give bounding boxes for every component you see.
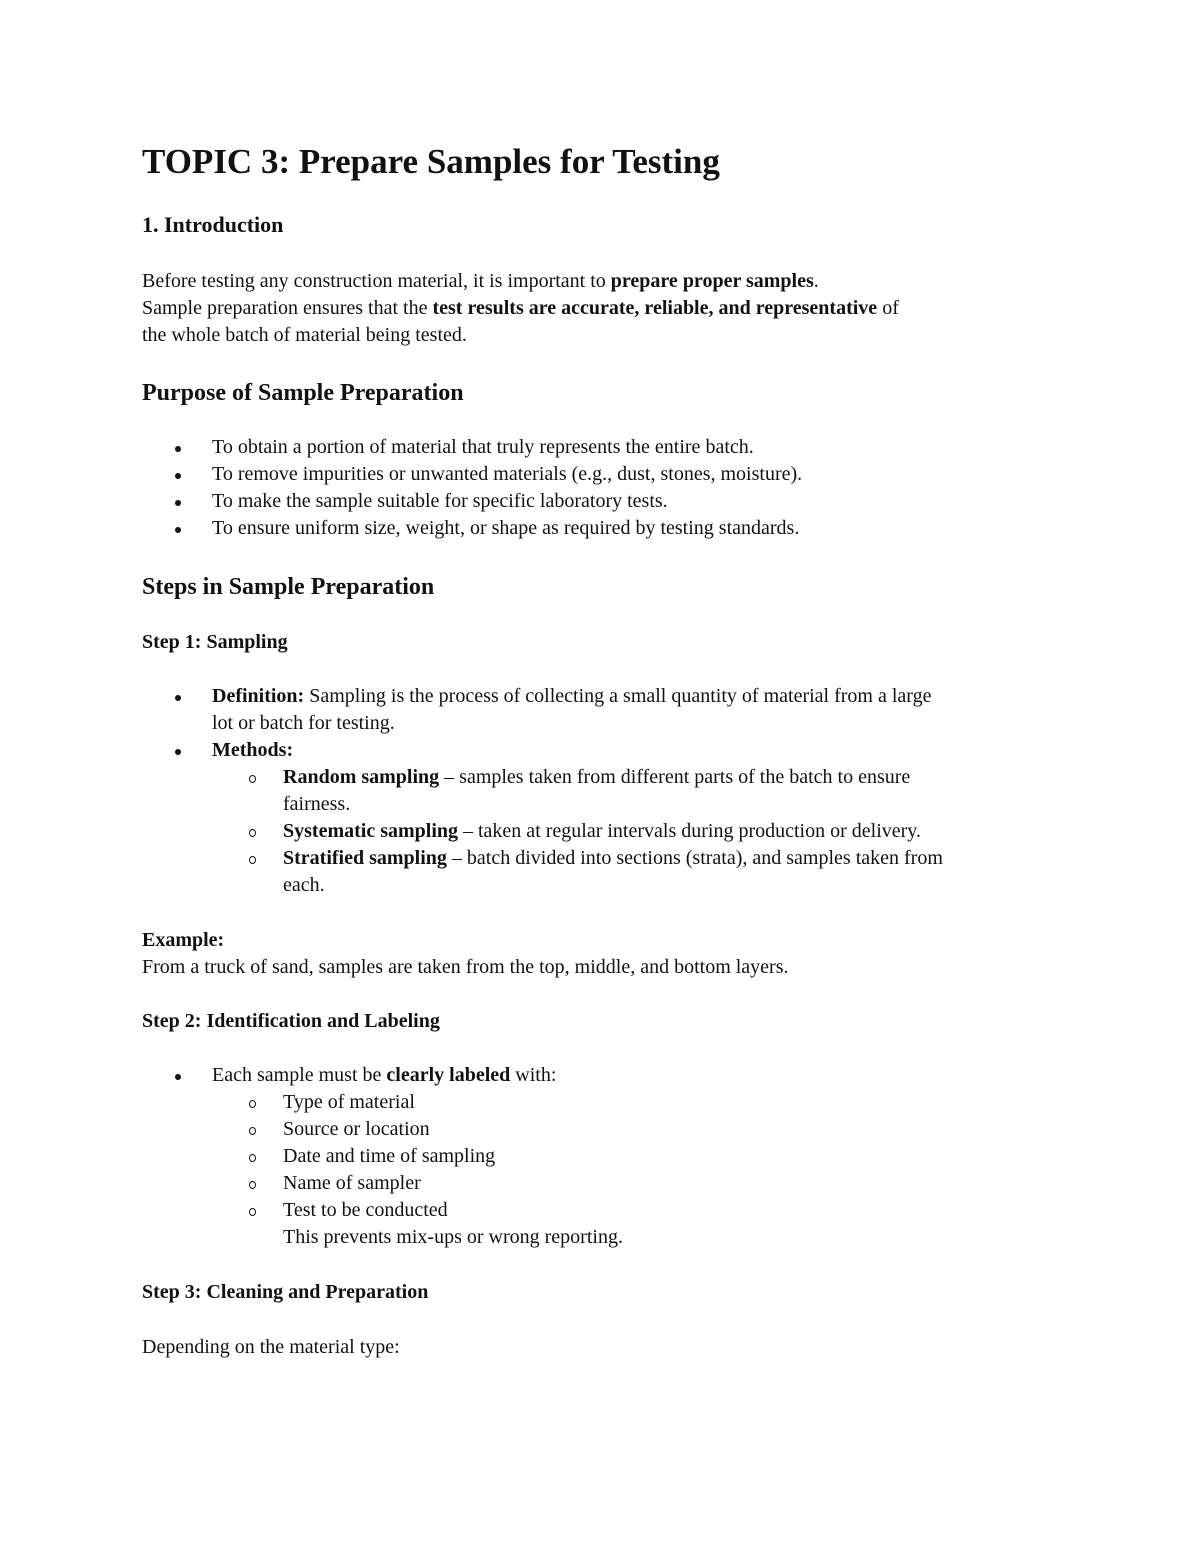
label-field-text: Date and time of sampling — [283, 1145, 496, 1167]
circle-bullet-icon — [249, 1127, 256, 1135]
purpose-item — [142, 434, 1062, 461]
purpose-item-text: To obtain a portion of material that truly represents the entire batch. — [212, 436, 754, 458]
circle-bullet-icon — [249, 1100, 256, 1108]
bullet-icon — [175, 695, 181, 701]
step1-methods-item — [142, 737, 1062, 899]
definition-label: Definition: — [212, 685, 305, 707]
method-label: Random sampling — [283, 766, 440, 788]
example-label — [142, 927, 224, 954]
label-field-item — [212, 1089, 1063, 1116]
purpose-item-text: To remove impurities or unwanted materials (e.g., dust, stones, moisture). — [212, 463, 803, 485]
step2-item — [142, 1062, 1062, 1251]
example-text: From a truck of sand, samples are taken from the top, middle, and bottom layers. — [142, 956, 789, 978]
step1-heading: Step 1: Sampling — [142, 631, 288, 653]
intro-line-1-text: Before testing any construction material, it is important to — [142, 270, 611, 292]
bullet-icon — [175, 749, 181, 755]
method-label: Systematic sampling — [283, 820, 458, 842]
step2-lead — [212, 1062, 1062, 1089]
example-label-text: Example: — [142, 929, 225, 951]
definition-text: Sampling is the process of collecting a small quantity of material from a large — [304, 685, 932, 707]
method-line-1 — [283, 764, 1063, 791]
purpose-item — [142, 515, 1062, 542]
step3-heading: Step 3: Cleaning and Preparation — [142, 1281, 429, 1303]
steps-heading: Steps in Sample Preparation — [142, 574, 435, 600]
method-line-1 — [283, 818, 1063, 845]
circle-bullet-icon — [249, 1208, 256, 1216]
step3-text: Depending on the material type: — [142, 1336, 400, 1358]
purpose-item-text: To ensure uniform size, weight, or shape as required by testing standards. — [212, 517, 800, 539]
label-field-text: Source or location — [283, 1118, 430, 1140]
method-text: – batch divided into sections (strata), and samples taken from — [446, 847, 943, 869]
label-field-item — [212, 1170, 1063, 1197]
step2-heading: Step 2: Identification and Labeling — [142, 1010, 440, 1032]
step2-lead-text: Each sample must be — [212, 1064, 387, 1086]
circle-bullet-icon — [249, 829, 256, 837]
method-line-2: each. — [283, 874, 325, 896]
label-field-text: Test to be conducted — [283, 1199, 448, 1221]
label-fields-list — [212, 1089, 1062, 1251]
definition-line-1 — [212, 683, 1062, 710]
step2-lead-bold: clearly labeled — [386, 1064, 511, 1086]
method-text: – taken at regular intervals during production or delivery. — [458, 820, 921, 842]
intro-line-1-bold: prepare proper samples — [610, 270, 814, 292]
circle-bullet-icon — [249, 1181, 256, 1189]
circle-bullet-icon — [249, 856, 256, 864]
methods-label-text: Methods: — [212, 739, 294, 761]
purpose-heading: Purpose of Sample Preparation — [142, 380, 464, 406]
intro-line-2-text: Sample preparation ensures that the — [142, 297, 433, 319]
method-label: Stratified sampling — [283, 847, 447, 869]
intro-line-1-end: . — [813, 270, 819, 292]
label-field-text: Name of sampler — [283, 1172, 421, 1194]
page-title: TOPIC 3: Prepare Samples for Testing — [142, 142, 720, 181]
purpose-item — [142, 461, 1062, 488]
bullet-icon — [175, 500, 181, 506]
method-text: – samples taken from different parts of the batch to ensure — [439, 766, 911, 788]
intro-line-1 — [142, 268, 819, 295]
bullet-icon — [175, 473, 181, 479]
methods-list — [212, 764, 1062, 899]
bullet-icon — [175, 446, 181, 452]
intro-line-2-end: of — [877, 297, 899, 319]
label-field-item — [212, 1143, 1063, 1170]
method-item — [212, 764, 1063, 818]
label-field-item — [212, 1197, 1063, 1251]
step1-definition-item — [142, 683, 1062, 737]
definition-line-2: lot or batch for testing. — [212, 712, 395, 734]
step2-list — [142, 1062, 1062, 1251]
label-field-item — [212, 1116, 1063, 1143]
bullet-icon — [175, 527, 181, 533]
method-line-2: fairness. — [283, 793, 351, 815]
purpose-item — [142, 488, 1062, 515]
purpose-item-text: To make the sample suitable for specific laboratory tests. — [212, 490, 668, 512]
purpose-list — [142, 434, 1062, 542]
label-note: This prevents mix-ups or wrong reporting. — [283, 1226, 623, 1248]
circle-bullet-icon — [249, 1154, 256, 1162]
intro-line-2 — [142, 295, 899, 322]
intro-heading: 1. Introduction — [142, 212, 284, 237]
circle-bullet-icon — [249, 775, 256, 783]
method-item — [212, 845, 1063, 899]
method-line-1 — [283, 845, 1063, 872]
step2-lead-end: with: — [510, 1064, 557, 1086]
methods-label — [212, 737, 1062, 764]
bullet-icon — [175, 1074, 181, 1080]
step1-list — [142, 683, 1062, 899]
intro-line-3: the whole batch of material being tested. — [142, 324, 467, 346]
intro-line-2-bold: test results are accurate, reliable, and representative — [432, 297, 878, 319]
method-item — [212, 818, 1063, 845]
label-field-text: Type of material — [283, 1091, 415, 1113]
